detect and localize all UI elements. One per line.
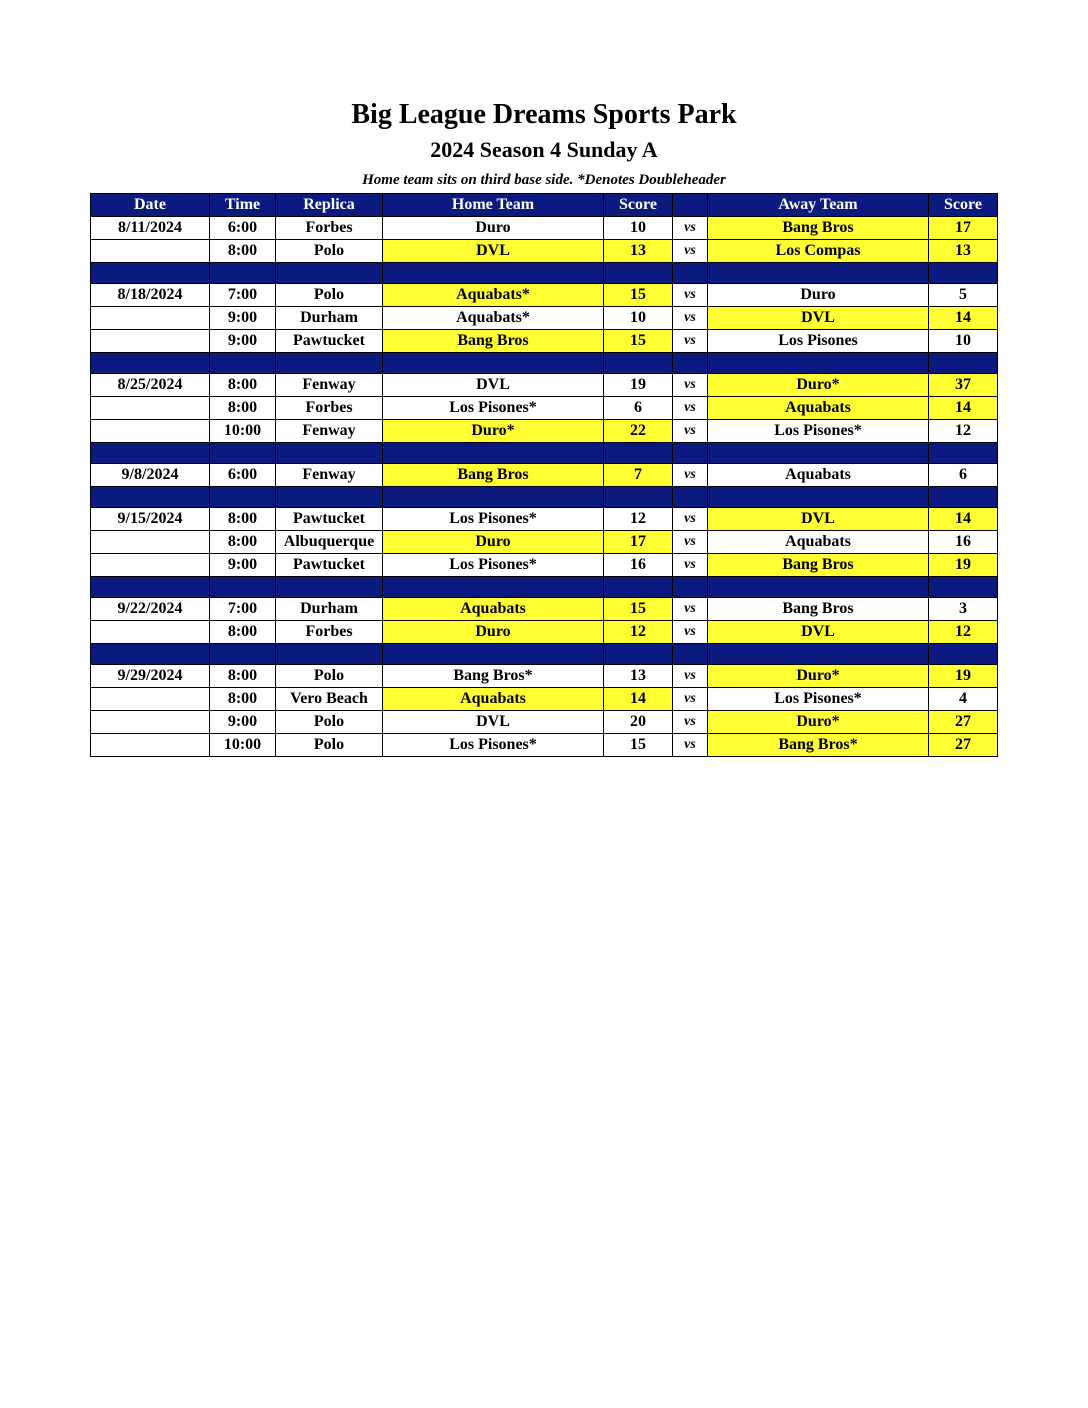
away-score-cell: 19 <box>929 665 998 688</box>
vs-cell: vs <box>673 554 708 577</box>
schedule-body <box>91 217 998 757</box>
page-subtitle: 2024 Season 4 Sunday A <box>430 137 658 162</box>
separator-row <box>91 487 998 508</box>
date-cell: 9/15/2024 <box>91 508 210 531</box>
vs-cell: vs <box>673 688 708 711</box>
away-score-cell: 14 <box>929 397 998 420</box>
separator-cell <box>91 443 210 464</box>
vs-cell: vs <box>673 374 708 397</box>
table-row <box>91 330 998 353</box>
separator-cell <box>604 577 673 598</box>
separator-cell <box>604 443 673 464</box>
date-cell <box>91 531 210 554</box>
date-cell <box>91 397 210 420</box>
separator-row <box>91 353 998 374</box>
separator-cell <box>276 644 383 665</box>
replica-cell: Polo <box>276 734 383 757</box>
separator-cell <box>276 353 383 374</box>
page-title: Big League Dreams Sports Park <box>351 99 737 130</box>
time-cell: 8:00 <box>210 240 276 263</box>
separator-cell <box>929 487 998 508</box>
away-team-cell: Bang Bros <box>708 554 929 577</box>
away-score-cell: 3 <box>929 598 998 621</box>
home-team-cell: Aquabats* <box>383 284 604 307</box>
time-cell: 7:00 <box>210 284 276 307</box>
away-score-cell: 27 <box>929 711 998 734</box>
table-row <box>91 734 998 757</box>
home-team-cell: DVL <box>383 240 604 263</box>
replica-cell: Polo <box>276 665 383 688</box>
separator-cell <box>673 353 708 374</box>
separator-cell <box>91 577 210 598</box>
replica-cell: Fenway <box>276 464 383 487</box>
separator-cell <box>604 263 673 284</box>
home-team-cell: Aquabats <box>383 598 604 621</box>
separator-cell <box>210 353 276 374</box>
table-row <box>91 240 998 263</box>
separator-cell <box>383 577 604 598</box>
away-score-cell: 12 <box>929 420 998 443</box>
vs-cell: vs <box>673 621 708 644</box>
replica-cell: Pawtucket <box>276 330 383 353</box>
separator-cell <box>276 263 383 284</box>
home-team-cell: Los Pisones* <box>383 734 604 757</box>
time-cell: 10:00 <box>210 734 276 757</box>
schedule-note: Home team sits on third base side. *Denotes Doubleheader <box>362 172 726 188</box>
separator-row <box>91 577 998 598</box>
vs-cell: vs <box>673 217 708 240</box>
home-score-cell: 15 <box>604 330 673 353</box>
separator-cell <box>708 644 929 665</box>
replica-cell: Albuquerque <box>276 531 383 554</box>
table-row <box>91 598 998 621</box>
table-row <box>91 397 998 420</box>
vs-cell: vs <box>673 464 708 487</box>
replica-cell: Fenway <box>276 374 383 397</box>
away-score-cell: 14 <box>929 508 998 531</box>
away-score-cell: 19 <box>929 554 998 577</box>
away-score-cell: 37 <box>929 374 998 397</box>
home-team-cell: Aquabats <box>383 688 604 711</box>
away-score-cell: 17 <box>929 217 998 240</box>
separator-cell <box>673 487 708 508</box>
table-row <box>91 217 998 240</box>
separator-row <box>91 263 998 284</box>
away-team-cell: Los Pisones* <box>708 688 929 711</box>
time-cell: 8:00 <box>210 397 276 420</box>
separator-cell <box>210 644 276 665</box>
vs-cell: vs <box>673 240 708 263</box>
time-cell: 8:00 <box>210 665 276 688</box>
away-score-cell: 27 <box>929 734 998 757</box>
separator-cell <box>673 263 708 284</box>
home-score-cell: 12 <box>604 508 673 531</box>
date-cell <box>91 330 210 353</box>
time-cell: 7:00 <box>210 598 276 621</box>
away-score-cell: 12 <box>929 621 998 644</box>
separator-cell <box>673 577 708 598</box>
home-team-cell: Bang Bros <box>383 464 604 487</box>
time-cell: 9:00 <box>210 554 276 577</box>
time-cell: 8:00 <box>210 374 276 397</box>
vs-cell: vs <box>673 397 708 420</box>
col-header-away-score: Score <box>929 194 998 217</box>
replica-cell: Vero Beach <box>276 688 383 711</box>
vs-cell: vs <box>673 665 708 688</box>
table-row <box>91 711 998 734</box>
col-header-date: Date <box>91 194 210 217</box>
date-cell <box>91 734 210 757</box>
time-cell: 8:00 <box>210 508 276 531</box>
vs-cell: vs <box>673 284 708 307</box>
time-cell: 8:00 <box>210 621 276 644</box>
separator-row <box>91 644 998 665</box>
separator-cell <box>673 443 708 464</box>
away-score-cell: 4 <box>929 688 998 711</box>
home-score-cell: 13 <box>604 665 673 688</box>
vs-cell: vs <box>673 508 708 531</box>
date-cell <box>91 420 210 443</box>
separator-cell <box>91 353 210 374</box>
separator-cell <box>929 263 998 284</box>
home-team-cell: Aquabats* <box>383 307 604 330</box>
replica-cell: Forbes <box>276 621 383 644</box>
separator-cell <box>91 263 210 284</box>
away-team-cell: Duro* <box>708 374 929 397</box>
table-row <box>91 307 998 330</box>
date-cell: 9/8/2024 <box>91 464 210 487</box>
separator-cell <box>210 487 276 508</box>
separator-cell <box>604 353 673 374</box>
separator-cell <box>91 644 210 665</box>
away-score-cell: 10 <box>929 330 998 353</box>
vs-cell: vs <box>673 307 708 330</box>
home-score-cell: 16 <box>604 554 673 577</box>
date-cell: 8/18/2024 <box>91 284 210 307</box>
date-cell: 8/25/2024 <box>91 374 210 397</box>
time-cell: 6:00 <box>210 464 276 487</box>
away-team-cell: Los Compas <box>708 240 929 263</box>
away-team-cell: Los Pisones* <box>708 420 929 443</box>
separator-cell <box>383 443 604 464</box>
replica-cell: Polo <box>276 711 383 734</box>
replica-cell: Polo <box>276 240 383 263</box>
home-team-cell: DVL <box>383 711 604 734</box>
separator-cell <box>708 443 929 464</box>
separator-cell <box>91 487 210 508</box>
date-cell <box>91 307 210 330</box>
table-row <box>91 420 998 443</box>
home-team-cell: Los Pisones* <box>383 508 604 531</box>
table-header-row <box>91 194 998 217</box>
away-score-cell: 13 <box>929 240 998 263</box>
separator-cell <box>929 353 998 374</box>
away-score-cell: 16 <box>929 531 998 554</box>
home-score-cell: 10 <box>604 217 673 240</box>
separator-cell <box>276 487 383 508</box>
home-team-cell: Los Pisones* <box>383 554 604 577</box>
home-score-cell: 12 <box>604 621 673 644</box>
away-team-cell: Bang Bros <box>708 217 929 240</box>
date-cell <box>91 688 210 711</box>
home-score-cell: 10 <box>604 307 673 330</box>
away-score-cell: 6 <box>929 464 998 487</box>
replica-cell: Forbes <box>276 217 383 240</box>
separator-cell <box>383 487 604 508</box>
separator-cell <box>210 443 276 464</box>
separator-cell <box>383 644 604 665</box>
separator-cell <box>276 443 383 464</box>
separator-cell <box>929 577 998 598</box>
col-header-away-team: Away Team <box>708 194 929 217</box>
away-team-cell: Los Pisones <box>708 330 929 353</box>
away-team-cell: Bang Bros* <box>708 734 929 757</box>
replica-cell: Forbes <box>276 397 383 420</box>
time-cell: 8:00 <box>210 688 276 711</box>
away-team-cell: DVL <box>708 508 929 531</box>
separator-cell <box>210 263 276 284</box>
separator-cell <box>604 487 673 508</box>
home-score-cell: 7 <box>604 464 673 487</box>
home-score-cell: 6 <box>604 397 673 420</box>
col-header-replica: Replica <box>276 194 383 217</box>
separator-cell <box>929 443 998 464</box>
date-cell <box>91 711 210 734</box>
vs-cell: vs <box>673 531 708 554</box>
home-score-cell: 14 <box>604 688 673 711</box>
time-cell: 9:00 <box>210 330 276 353</box>
vs-cell: vs <box>673 420 708 443</box>
date-cell <box>91 240 210 263</box>
separator-cell <box>383 353 604 374</box>
home-score-cell: 15 <box>604 284 673 307</box>
col-header-time: Time <box>210 194 276 217</box>
home-team-cell: DVL <box>383 374 604 397</box>
time-cell: 10:00 <box>210 420 276 443</box>
home-score-cell: 20 <box>604 711 673 734</box>
col-header-home-team: Home Team <box>383 194 604 217</box>
away-score-cell: 5 <box>929 284 998 307</box>
table-row <box>91 621 998 644</box>
replica-cell: Pawtucket <box>276 554 383 577</box>
home-team-cell: Duro <box>383 531 604 554</box>
separator-row <box>91 443 998 464</box>
away-team-cell: Aquabats <box>708 397 929 420</box>
home-score-cell: 19 <box>604 374 673 397</box>
table-row <box>91 464 998 487</box>
time-cell: 6:00 <box>210 217 276 240</box>
separator-cell <box>604 644 673 665</box>
table-row <box>91 508 998 531</box>
date-cell <box>91 621 210 644</box>
separator-cell <box>708 577 929 598</box>
separator-cell <box>276 577 383 598</box>
away-team-cell: Duro* <box>708 711 929 734</box>
replica-cell: Polo <box>276 284 383 307</box>
home-score-cell: 15 <box>604 734 673 757</box>
table-row <box>91 284 998 307</box>
home-team-cell: Bang Bros <box>383 330 604 353</box>
date-cell: 9/22/2024 <box>91 598 210 621</box>
home-team-cell: Duro* <box>383 420 604 443</box>
date-cell: 9/29/2024 <box>91 665 210 688</box>
separator-cell <box>210 577 276 598</box>
away-team-cell: Aquabats <box>708 464 929 487</box>
vs-cell: vs <box>673 330 708 353</box>
table-row <box>91 688 998 711</box>
away-score-cell: 14 <box>929 307 998 330</box>
col-header-home-score: Score <box>604 194 673 217</box>
table-row <box>91 374 998 397</box>
separator-cell <box>708 263 929 284</box>
replica-cell: Durham <box>276 307 383 330</box>
time-cell: 9:00 <box>210 711 276 734</box>
time-cell: 8:00 <box>210 531 276 554</box>
home-team-cell: Bang Bros* <box>383 665 604 688</box>
away-team-cell: Aquabats <box>708 531 929 554</box>
separator-cell <box>929 644 998 665</box>
home-score-cell: 22 <box>604 420 673 443</box>
date-cell <box>91 554 210 577</box>
separator-cell <box>708 353 929 374</box>
date-cell: 8/11/2024 <box>91 217 210 240</box>
replica-cell: Pawtucket <box>276 508 383 531</box>
home-score-cell: 13 <box>604 240 673 263</box>
vs-cell: vs <box>673 734 708 757</box>
replica-cell: Fenway <box>276 420 383 443</box>
away-team-cell: Duro* <box>708 665 929 688</box>
col-header-vs <box>673 194 708 217</box>
vs-cell: vs <box>673 598 708 621</box>
away-team-cell: Bang Bros <box>708 598 929 621</box>
home-team-cell: Duro <box>383 621 604 644</box>
away-team-cell: DVL <box>708 307 929 330</box>
home-score-cell: 15 <box>604 598 673 621</box>
away-team-cell: Duro <box>708 284 929 307</box>
separator-cell <box>383 263 604 284</box>
separator-cell <box>673 644 708 665</box>
separator-cell <box>708 487 929 508</box>
schedule-table <box>90 193 998 757</box>
away-team-cell: DVL <box>708 621 929 644</box>
home-team-cell: Los Pisones* <box>383 397 604 420</box>
home-score-cell: 17 <box>604 531 673 554</box>
home-team-cell: Duro <box>383 217 604 240</box>
replica-cell: Durham <box>276 598 383 621</box>
table-row <box>91 554 998 577</box>
table-row <box>91 531 998 554</box>
vs-cell: vs <box>673 711 708 734</box>
table-row <box>91 665 998 688</box>
time-cell: 9:00 <box>210 307 276 330</box>
